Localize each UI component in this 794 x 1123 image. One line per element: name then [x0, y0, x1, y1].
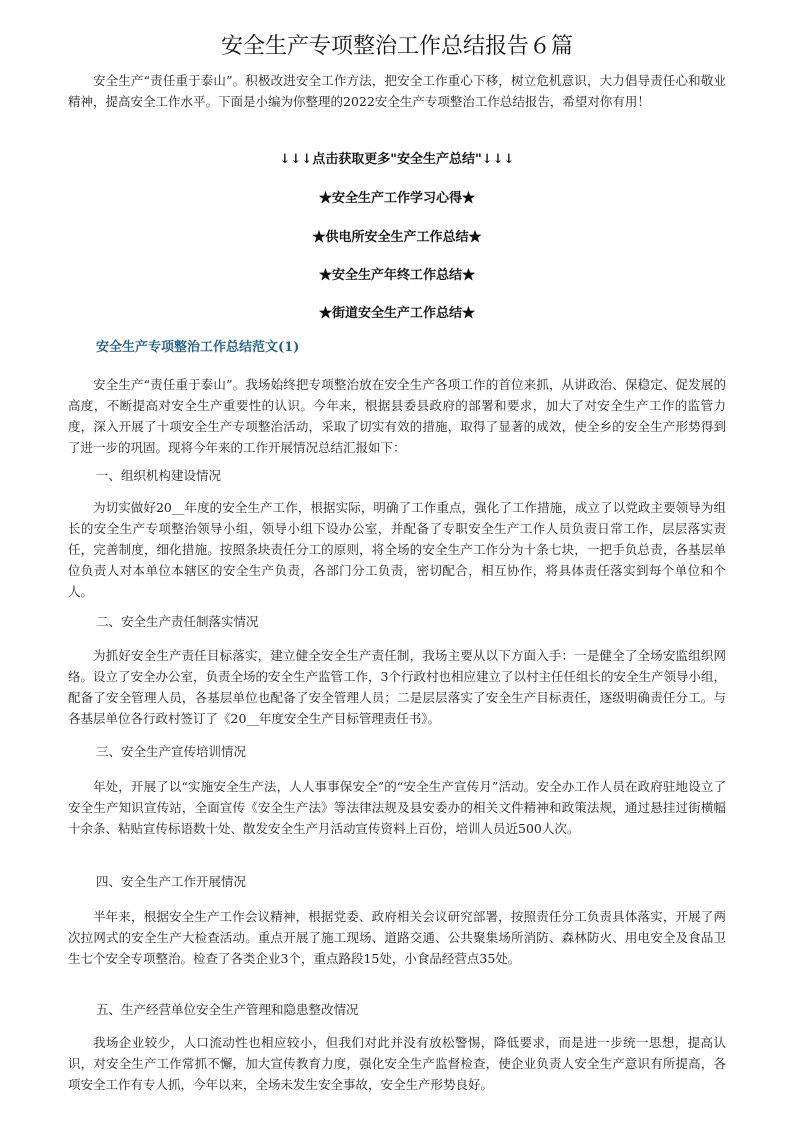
section-body-5: 我场企业较少，人口流动性也相应较小，但我们对此并没有放松警惕，降低要求，而是进一步统一思想，提高认识，对安全生产工作常抓不懈，加大宣传教育力度，强化安全生产监督检查，使企业负责人安全生产意识有所提高，各项安全工作有专人抓，今年以来，全场未发生安全事故，安全生产形势良好。 [68, 1035, 726, 1092]
page-title: 安全生产专项整治工作总结报告６篇 [220, 34, 573, 59]
section-heading-1: 一、组织机构建设情况 [96, 468, 222, 483]
link-safety-study-experience[interactable]: ★安全生产工作学习心得★ [318, 191, 475, 206]
section-body-3: 年处，开展了以“实施安全生产法，人人事事保安全”的“安全生产宣传月”活动。安全办工作人员在政府驻地设立了安全生产知识宣传站，全面宣传《安全生产法》等法律法规及县安委办的相关文件精神和政策法规，通过悬挂过街横幅十余条、粘贴宣传标语数十处、散发安全生产月活动宣传资料上百份，培训人员近500人次。 [68, 779, 726, 836]
link-power-station-summary[interactable]: ★供电所安全生产工作总结★ [312, 230, 482, 245]
more-safety-summaries-link[interactable]: ↓↓↓点击获取更多"安全生产总结"↓↓↓ [279, 152, 515, 167]
section-heading-3: 三、安全生产宣传培训情况 [96, 744, 247, 759]
section-heading-5: 五、生产经营单位安全生产管理和隐患整改情况 [96, 1002, 359, 1017]
section-body-2: 为抓好安全生产责任目标落实，建立健全安全生产责任制，我场主要从以下方面入手：一是健全了全场安监组织网络。设立了安全办公室，负责全场的安全生产监管工作，3个行政村也相应建立了以村主任任组长的安全生产领导小组，配备了安全管理人员，各基层单位也配备了安全管理人员；二是层层落实了安全生产目标责任，逐级明确责任分工。与各基层单位各行政村签订了《20__年度安全生产目标管理责任书》。 [68, 648, 726, 726]
link-year-end-summary[interactable]: ★安全生产年终工作总结★ [318, 268, 475, 283]
article-heading[interactable]: 安全生产专项整治工作总结范文(1) [96, 340, 300, 355]
section-body-1: 为切实做好20__年度的安全生产工作，根据实际，明确了工作重点，强化了工作措施，成立了以党政主要领导为组长的安全生产专项整治领导小组，领导小组下设办公室，并配备了专职安全生产工作人员负责日常工作，层层落实责任，完善制度，细化措施。按照条块责任分工的原则，将全场的安全生产工作分为十条七块，一把手负总责，各基层单位负责人对本单位本辖区的安全生产负责，各部门分工负责，密切配合，相互协作，将具体责任落实到每个单位和个人。 [68, 500, 726, 599]
link-street-safety-summary[interactable]: ★街道安全生产工作总结★ [318, 306, 475, 321]
section-heading-2: 二、安全生产责任制落实情况 [96, 614, 259, 629]
section-body-4: 半年来，根据安全生产工作会议精神，根据党委、政府相关会议研究部署，按照责任分工负责具体落实，开展了两次拉网式的安全生产大检查活动。重点开展了施工现场、道路交通、公共聚集场所消防、森林防火、用电安全及食品卫生七个安全专项整治。检查了各类企业3个，重点路段15处，小食品经营点35处。 [68, 909, 726, 966]
intro-paragraph: 安全生产“责任重于泰山”。积极改进安全工作方法，把安全工作重心下移，树立危机意识，大力倡导责任心和敬业精神，提高安全工作水平。下面是小编为你整理的2022安全生产专项整治工作总结报告，希望对你有用！ [68, 73, 726, 109]
article-intro-paragraph: 安全生产“责任重于泰山”。我场始终把专项整治放在安全生产各项工作的首位来抓，从讲政治、保稳定、促发展的高度，不断提高对安全生产重要性的认识。今年来，根据县委县政府的部署和要求，加大了对安全生产工作的监管力度，深入开展了十项安全生产专项整治活动，采取了切实有效的措施，取得了显著的成效，使全乡的安全生产形势得到了进一步的巩固。现将今年来的工作开展情况总结汇报如下： [68, 377, 726, 455]
section-heading-4: 四、安全生产工作开展情况 [96, 874, 247, 889]
